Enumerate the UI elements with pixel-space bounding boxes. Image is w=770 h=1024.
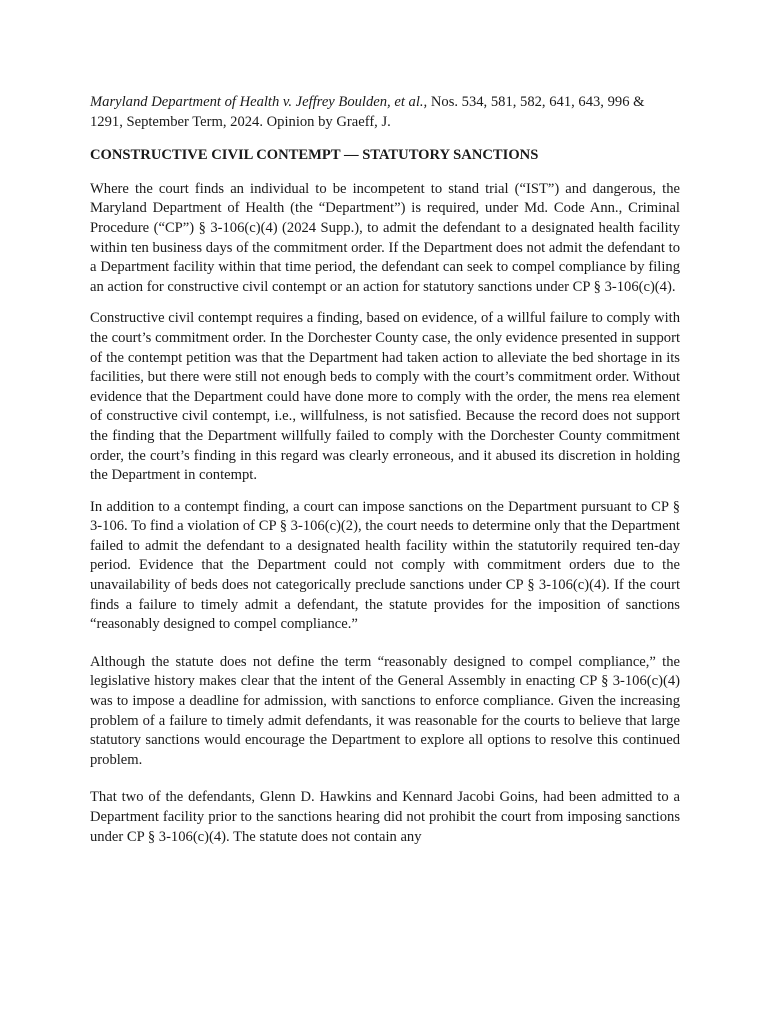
paragraph-4: Although the statute does not define the term “reasonably designed to compel compliance,” the legislative history makes clear that the intent of the General Assembly in enacting CP § 3-106(c)(4) was to impose a deadline for admission, with sanctions to enforce compliance. Given the increasing problem of a failure to timely admit defendants, it was reasonable for the courts to believe that large statutory sanctions would encourage the Department to explore all options to resolve this continued problem. [90,653,680,768]
paragraph-1: Where the court finds an individual to be incompetent to stand trial (“IST”) and dangerous, the Maryland Department of Health (the “Department”) is required, under Md. Code Ann., Criminal Procedure (“CP”) § 3-106(c)(4) (2024 Supp.), to admit the defendant to a designated health facility within ten business days of the commitment order. If the Department does not admit the defendant to a Department facility within that time period, the defendant can seek to compel compliance by filing an action for constructive civil contempt or an action for statutory sanctions under CP § 3-106(c)(4). [90,180,680,295]
paragraph-2: Constructive civil contempt requires a finding, based on evidence, of a willful failure to comply with the court’s commitment order. In the Dorchester County case, the only evidence presented in support of the contempt petition was that the Department had taken action to alleviate the bed shortage in its facilities, but there were still not enough beds to comply with the court’s commitment order. Without evidence that the Department could have done more to comply with the order, the mens rea element of constructive civil contempt, i.e., willfulness, is not satisfied. Because the record does not support the finding that the Department willfully failed to comply with the Dorchester County commitment order, the court’s finding in this regard was clearly erroneous, and it abused its discretion in holding the Department in contempt. [90,310,680,484]
section-heading: CONSTRUCTIVE CIVIL CONTEMPT — STATUTORY SANCTIONS [90,147,539,164]
document-page [90,93,680,859]
case-citation: Nos. 534, 581, 582, 641, 643, 996 & 1291, September Term, 2024. Opinion by Graeff, J. [90,94,645,130]
paragraph-5: That two of the defendants, Glenn D. Hawkins and Kennard Jacobi Goins, had been admitted to a Department facility prior to the sanctions hearing did not prohibit the court from imposing sanctions under CP § 3-106(c)(4). The statute does not contain any [90,789,680,845]
case-caption [90,93,680,132]
paragraph-3: In addition to a contempt finding, a court can impose sanctions on the Department pursuant to CP § 3-106. To find a violation of CP § 3-106(c)(2), the court needs to determine only that the Department failed to admit the defendant to a designated health facility within the statutorily required ten-day period. Evidence that the Department could not comply with commitment orders due to the unavailability of beds does not categorically preclude sanctions under CP § 3-106(c)(4). If the court finds a failure to timely admit a defendant, the statute provides for the imposition of sanctions “reasonably designed to compel compliance.” [90,498,680,633]
case-name: Maryland Department of Health v. Jeffrey Boulden, et al., [90,94,428,110]
